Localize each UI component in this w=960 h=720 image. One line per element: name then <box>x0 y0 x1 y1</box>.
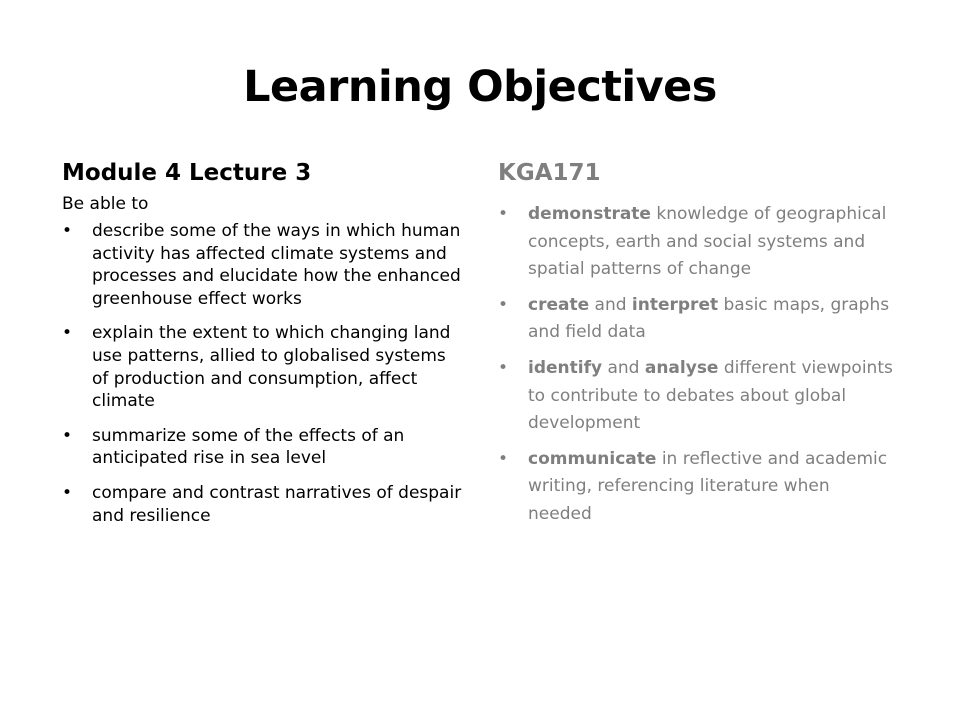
list-item <box>498 292 893 347</box>
objective-text: describe some of the ways in which human activity has affected climate systems and processes and elucidate how the enhanced greenhouse effect works <box>92 221 461 309</box>
list-item <box>62 322 462 412</box>
bullet-icon: • <box>62 482 73 503</box>
bullet-icon: • <box>62 323 73 344</box>
connector-text: and <box>589 294 632 315</box>
intro-text: Be able to <box>62 194 149 214</box>
bullet-icon: • <box>498 204 509 224</box>
keyword: create <box>528 294 590 315</box>
objective-text: explain the extent to which changing land use patterns, allied to globalised systems of production and consumption, affect climate <box>92 323 451 412</box>
course-heading: KGA171 <box>498 160 601 186</box>
module-objectives-list <box>62 220 462 527</box>
objective-text: basic maps, graphs and field data <box>528 294 890 343</box>
keyword: identify <box>528 357 603 378</box>
list-item <box>62 482 462 527</box>
list-item <box>498 446 893 529</box>
objective-text: compare and contrast narratives of despair and resilience <box>92 482 462 526</box>
bullet-icon: • <box>498 448 509 469</box>
bullet-icon: • <box>62 425 73 446</box>
bullet-icon: • <box>498 294 509 315</box>
bullet-icon: • <box>62 221 73 241</box>
objective-text: in reflective and academic writing, referencing literature when needed <box>528 448 888 524</box>
keyword: communicate <box>528 448 657 469</box>
connector-text: and <box>602 357 645 378</box>
keyword: demonstrate <box>528 204 651 224</box>
list-item <box>498 201 893 284</box>
course-objectives-list <box>498 201 893 529</box>
list-item <box>62 220 462 310</box>
module-heading: Module 4 Lecture 3 <box>62 160 312 186</box>
course-objectives-column <box>498 157 893 537</box>
bullet-icon: • <box>498 357 509 378</box>
objective-text: knowledge of geographical concepts, earth and social systems and spatial patterns of change <box>528 204 887 280</box>
objective-text: summarize some of the effects of an anticipated rise in sea level <box>92 425 405 469</box>
module-objectives-column <box>62 157 462 539</box>
keyword: interpret <box>631 294 719 315</box>
list-item <box>62 425 462 470</box>
objective-text: different viewpoints to contribute to debates about global development <box>528 357 893 434</box>
slide-title: Learning Objectives <box>243 62 717 112</box>
list-item <box>498 355 893 438</box>
keyword: analyse <box>644 357 719 378</box>
